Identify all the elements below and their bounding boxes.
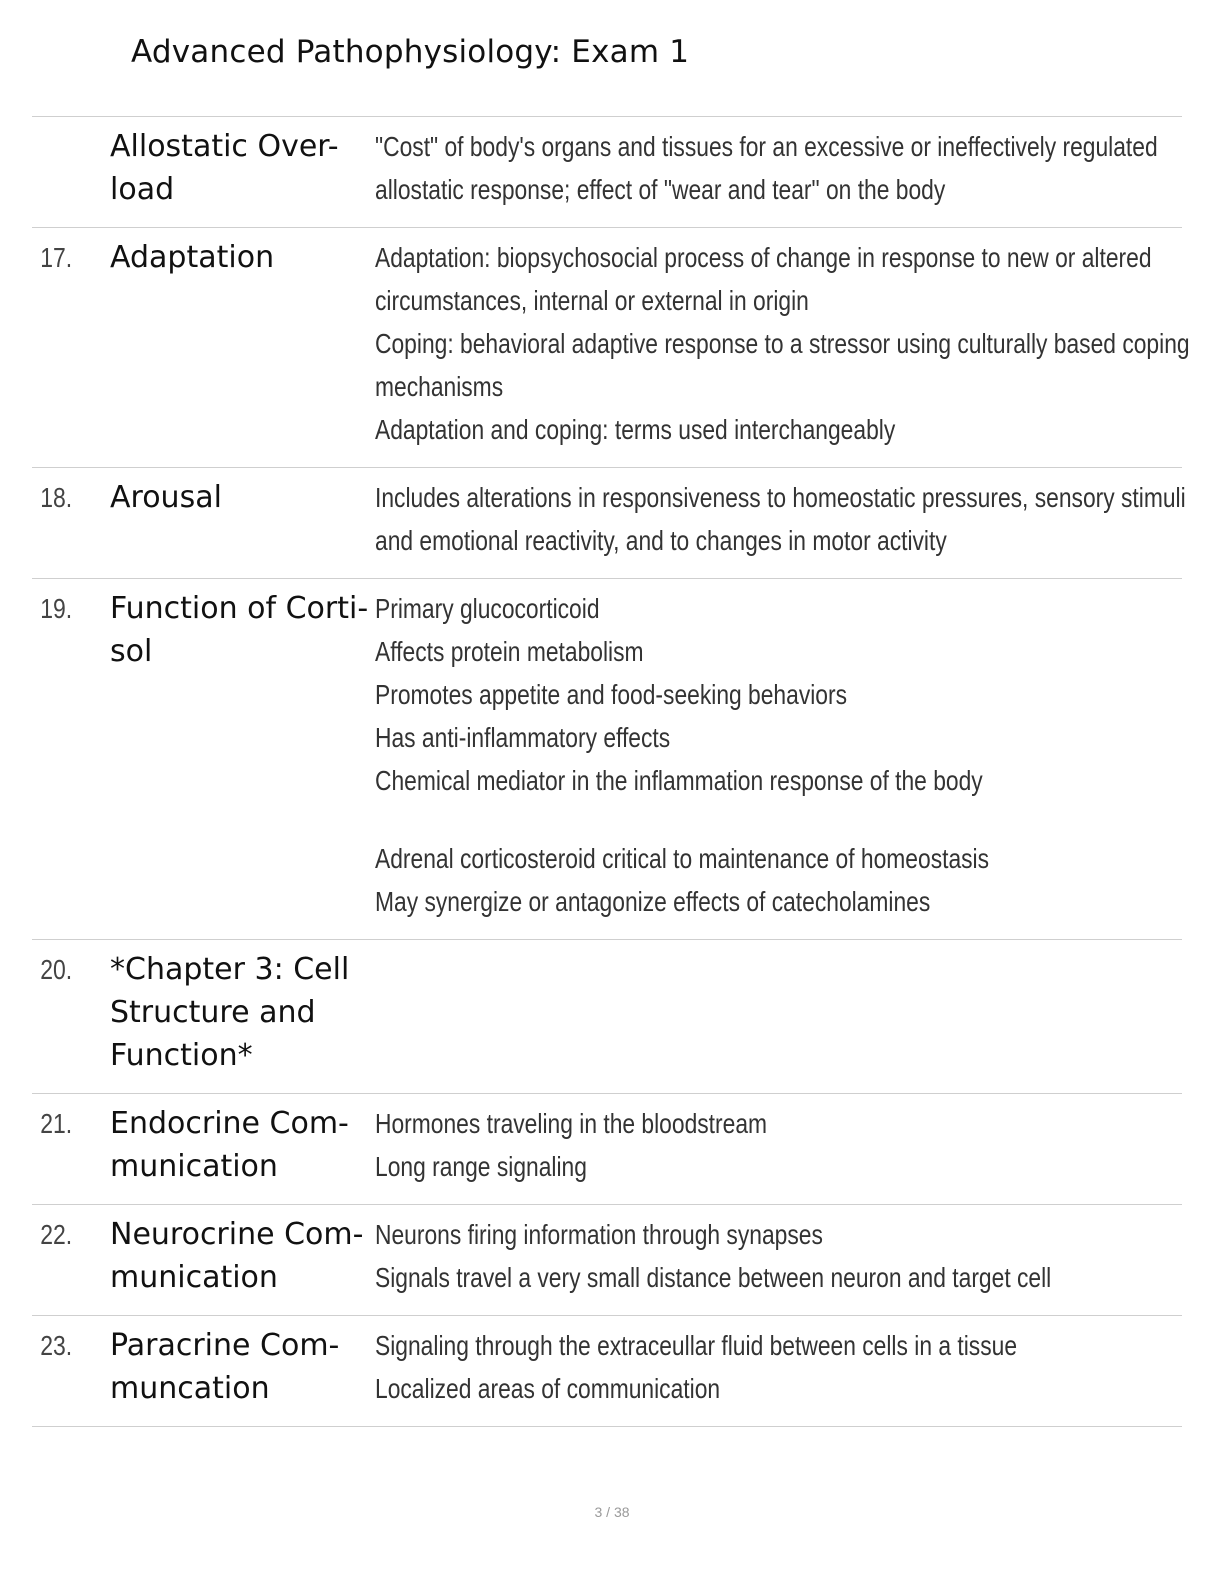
card-number: 23.	[40, 1330, 73, 1361]
flashcard-row	[32, 1205, 1182, 1316]
card-definition	[375, 1102, 1182, 1188]
document-title: Advanced Pathophysiology: Exam 1	[131, 34, 690, 70]
definition-line: Primary glucocorticoid	[375, 593, 600, 624]
card-term: Function of Corti- sol	[110, 591, 369, 669]
definition-line: Chemical mediator in the inflammation response of the body	[375, 765, 983, 796]
definition-line: Long range signaling	[375, 1151, 587, 1182]
definition-line: mechanisms	[375, 371, 504, 402]
definition-line: Adaptation: biopsychosocial process of change in response to new or altered	[375, 242, 1152, 273]
definition-line: allostatic response; effect of "wear and tear" on the body	[375, 174, 946, 205]
definition-spacer	[375, 802, 1182, 837]
card-definition	[375, 236, 1224, 451]
flashcard-row	[32, 579, 1182, 940]
card-number: 22.	[40, 1219, 73, 1250]
card-definition	[375, 1213, 1190, 1299]
definition-line: Adrenal corticosteroid critical to maintenance of homeostasis	[375, 843, 990, 874]
flashcard-row	[32, 468, 1186, 579]
card-term: Paracrine Com- muncation	[110, 1328, 340, 1406]
card-definition	[375, 476, 1224, 562]
card-term: Adaptation	[110, 240, 275, 275]
definition-line: Signals travel a very small distance between neuron and target cell	[375, 1262, 1052, 1293]
definition-line: Promotes appetite and food-seeking behaviors	[375, 679, 848, 710]
card-term: *Chapter 3: Cell Structure and Function*	[110, 952, 350, 1073]
flashcard-row	[32, 117, 1182, 228]
definition-line: Neurons firing information through synapses	[375, 1219, 823, 1250]
card-number: 18.	[40, 482, 73, 513]
flashcard-list	[32, 116, 1190, 1427]
definition-line: Affects protein metabolism	[375, 636, 644, 667]
definition-line: and emotional reactivity, and to changes in motor activity	[375, 525, 947, 556]
definition-line: May synergize or antagonize effects of catecholamines	[375, 886, 931, 917]
definition-line: "Cost" of body's organs and tissues for an excessive or ineffectively regulated	[375, 131, 1158, 162]
card-definition	[375, 1324, 1182, 1410]
card-term: Neurocrine Com- munication	[110, 1217, 364, 1295]
definition-line: Hormones traveling in the bloodstream	[375, 1108, 768, 1139]
definition-line: Adaptation and coping: terms used interchangeably	[375, 414, 896, 445]
card-number: 17.	[40, 242, 73, 273]
card-number: 21.	[40, 1108, 73, 1139]
card-definition	[375, 125, 1224, 211]
definition-line: Localized areas of communication	[375, 1373, 721, 1404]
page-number: 3 / 38	[594, 1504, 630, 1520]
definition-line: Includes alterations in responsiveness to homeostatic pressures, sensory stimuli	[375, 482, 1186, 513]
definition-line: circumstances, internal or external in origin	[375, 285, 809, 316]
definition-line: Coping: behavioral adaptive response to a stressor using culturally based coping	[375, 328, 1190, 359]
card-term: Endocrine Com- munication	[110, 1106, 349, 1184]
definition-line: Has anti-inflammatory effects	[375, 722, 671, 753]
card-term: Arousal	[110, 480, 222, 515]
flashcard-row	[32, 228, 1190, 468]
flashcard-row	[32, 1094, 1182, 1205]
card-number: 19.	[40, 593, 73, 624]
flashcard-row	[32, 1316, 1182, 1427]
card-definition	[375, 587, 1182, 923]
card-term: Allostatic Over- load	[110, 129, 339, 207]
flashcard-row	[32, 940, 1182, 1094]
definition-line: Signaling through the extraceullar fluid between cells in a tissue	[375, 1330, 1018, 1361]
card-number: 20.	[40, 954, 73, 985]
